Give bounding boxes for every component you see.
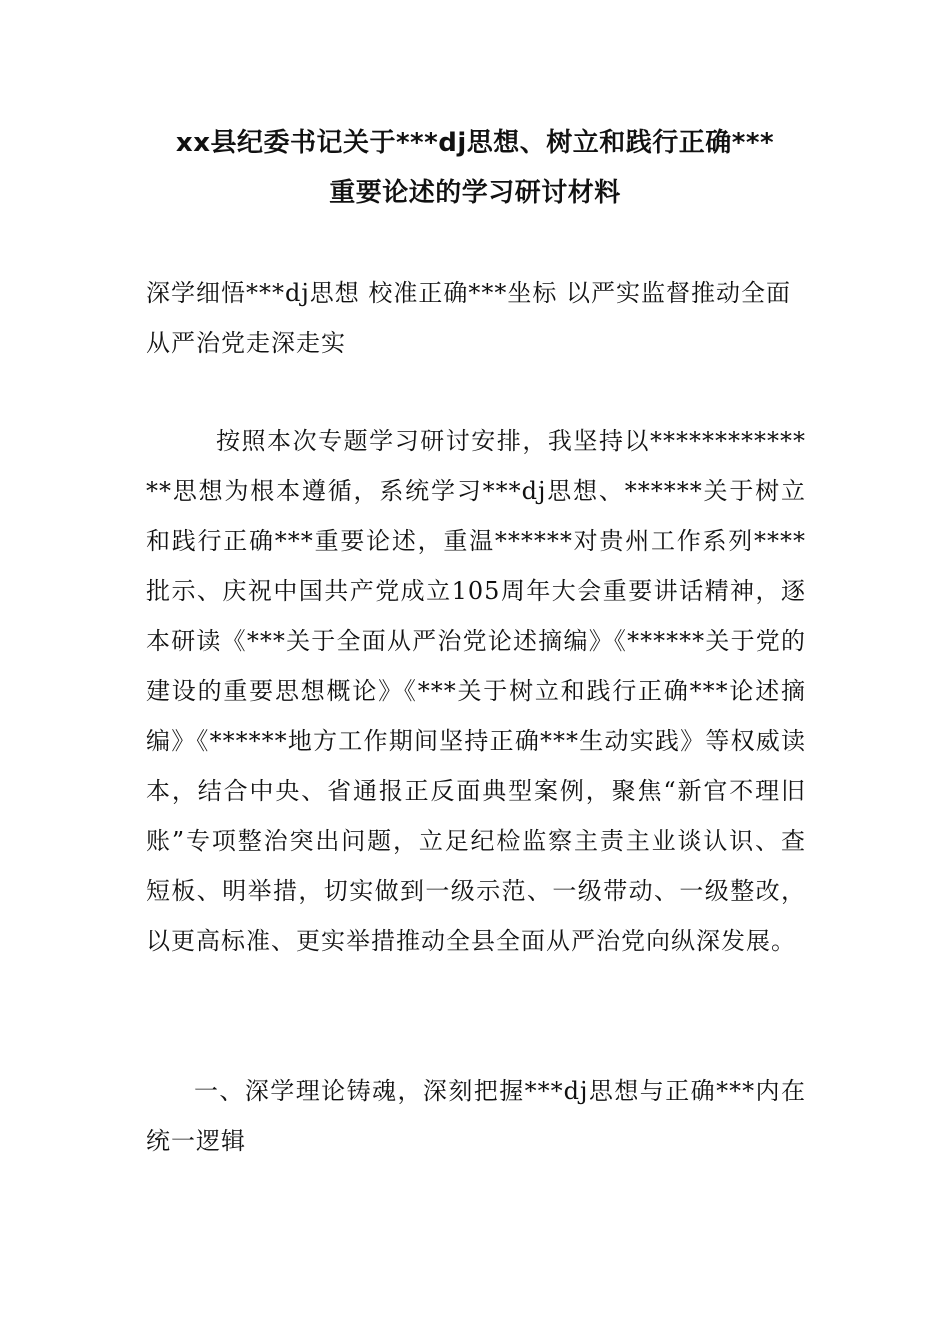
intro-paragraph: 按照本次专题学习研讨安排，我坚持以**************思想为根本遵循，系统学习***dj思想、******关于树立和践行正确***重要论述，重温******对贵州工作系列****批示、庆祝中国共产党成立105周年大会重要讲话精神，逐本研读《***关于全面从严治党论述摘编》《******关于党的建设的重要思想概论》《***关于树立和践行正确***论述摘编》《******地方工作期间坚持正确***生动实践》等权威读本，结合中央、省通报正反面典型案例，聚焦“新官不理旧账”专项整治突出问题，立足纪检监察主责主业谈认识、查短板、明举措，切实做到一级示范、一级带动、一级整改，以更高标准、更实举措推动全县全面从严治党向纵深发展。	[146, 427, 806, 955]
section-1-heading: 一、深学理论铸魂，深刻把握***dj思想与正确***内在统一逻辑	[146, 1077, 806, 1155]
document-title-line-1: xx县纪委书记关于***dj思想、树立和践行正确***	[175, 128, 775, 158]
document-title-line-2: 重要论述的学习研讨材料	[329, 178, 621, 208]
document-subtitle: 深学细悟***dj思想 校准正确***坐标 以严实监督推动全面从严治党走深走实	[146, 279, 792, 357]
